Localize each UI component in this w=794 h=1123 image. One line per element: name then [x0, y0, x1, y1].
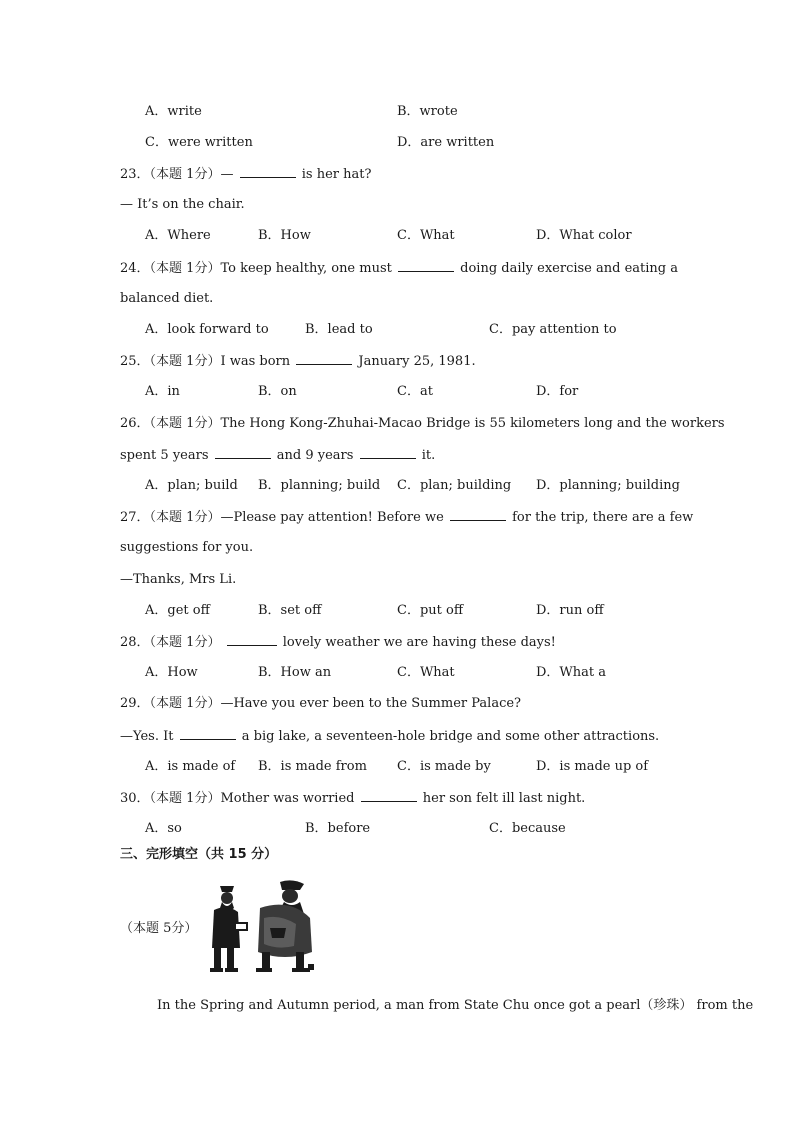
q24-option-a: A．look forward to — [145, 322, 269, 337]
q28-option-a: A．How — [145, 665, 198, 680]
q25-option-d: D．for — [536, 384, 579, 399]
q26-option-b: B．planning; build — [258, 478, 381, 493]
q23-prefix: 23．（本题 1分）— — [120, 167, 234, 182]
q23-reply: — It’s on the chair. — [120, 197, 245, 212]
q28-prefix: 28．（本题 1分） — [120, 635, 221, 650]
q22-option-d: D．are written — [397, 135, 495, 150]
q27-option-d: D．run off — [536, 603, 604, 618]
q23-suffix: is her hat? — [301, 167, 372, 182]
q27-option-a: A．get off — [145, 603, 210, 618]
q29-option-c: C．is made by — [397, 759, 491, 774]
q27-reply: —Thanks, Mrs Li. — [120, 572, 237, 587]
q26-part1: spent 5 years — [120, 448, 209, 463]
passage-first-line: In the Spring and Autumn period, a man from State Chu once got a pearl（珍珠） from the — [157, 998, 754, 1013]
q23-option-c: C．What — [397, 228, 455, 243]
q29-suffix: a big lake, a seventeen-hole bridge and some other attractions. — [241, 729, 660, 744]
q29-option-a: A．is made of — [145, 759, 236, 774]
q26-blank-2 — [360, 446, 416, 459]
q22-option-a: A．write — [145, 104, 202, 119]
q29-reply — [120, 727, 659, 746]
q25-prefix: 25．（本题 1分）I was born — [120, 354, 291, 369]
q27-stem-line2: suggestions for you. — [120, 540, 254, 555]
q23-option-d: D．What color — [536, 228, 632, 243]
q29-prefix: —Yes. It — [120, 729, 174, 744]
q29-option-d: D．is made up of — [536, 759, 649, 774]
q28-stem — [120, 633, 556, 652]
q25-option-c: C．at — [397, 384, 433, 399]
pearl-story-illustration — [200, 878, 315, 978]
q27-stem — [120, 508, 693, 527]
score-note: （本题 5分） — [120, 921, 198, 936]
q28-blank — [227, 633, 277, 646]
q28-suffix: lovely weather we are having these days! — [282, 635, 556, 650]
q24-stem — [120, 259, 678, 278]
q26-option-a: A．plan; build — [145, 478, 238, 493]
q30-prefix: 30．（本题 1分）Mother was worried — [120, 791, 355, 806]
q28-option-b: B．How an — [258, 665, 332, 680]
q26-blank-1 — [215, 446, 271, 459]
q27-option-b: B．set off — [258, 603, 322, 618]
q28-option-c: C．What — [397, 665, 455, 680]
q26-part2: and 9 years — [276, 448, 354, 463]
q27-prefix: 27．（本题 1分）—Please pay attention! Before we — [120, 510, 444, 525]
q23-blank — [240, 165, 296, 178]
q26-stem: 26．（本题 1分）The Hong Kong-Zhuhai-Macao Bridge is 55 kilometers long and the workers — [120, 416, 725, 431]
q24-suffix: doing daily exercise and eating a — [460, 261, 678, 276]
q29-blank — [180, 727, 236, 740]
section-title: 三、完形填空（共 15 分） — [120, 847, 278, 862]
q23-option-a: A．Where — [145, 228, 211, 243]
q22-option-c: C．were written — [145, 135, 253, 150]
q26-option-c: C．plan; building — [397, 478, 512, 493]
q24-prefix: 24．（本题 1分）To keep healthy, one must — [120, 261, 392, 276]
q26-stem-line2 — [120, 446, 435, 465]
q25-stem — [120, 352, 476, 371]
q29-stem: 29．（本题 1分）—Have you ever been to the Summer Palace? — [120, 696, 522, 711]
q22-option-b: B．wrote — [397, 104, 458, 119]
q30-stem — [120, 789, 585, 808]
q25-suffix: January 25, 1981. — [358, 354, 476, 369]
q26-part3: it. — [421, 448, 436, 463]
q30-blank — [361, 789, 417, 802]
q25-option-a: A．in — [145, 384, 180, 399]
q27-blank — [450, 508, 506, 521]
q28-option-d: D．What a — [536, 665, 607, 680]
q24-option-c: C．pay attention to — [489, 322, 617, 337]
q23-stem — [120, 165, 371, 184]
q30-option-b: B．before — [305, 821, 371, 836]
q24-stem-line2: balanced diet. — [120, 291, 214, 306]
q25-option-b: B．on — [258, 384, 297, 399]
q25-blank — [296, 352, 352, 365]
q24-option-b: B．lead to — [305, 322, 373, 337]
q26-option-d: D．planning; building — [536, 478, 680, 493]
q30-suffix: her son felt ill last night. — [422, 791, 586, 806]
q29-option-b: B．is made from — [258, 759, 367, 774]
q27-option-c: C．put off — [397, 603, 464, 618]
q30-option-c: C．because — [489, 821, 566, 836]
q30-option-a: A．so — [145, 821, 182, 836]
q24-blank — [398, 259, 454, 272]
q27-suffix: for the trip, there are a few — [512, 510, 694, 525]
q23-option-b: B．How — [258, 228, 311, 243]
